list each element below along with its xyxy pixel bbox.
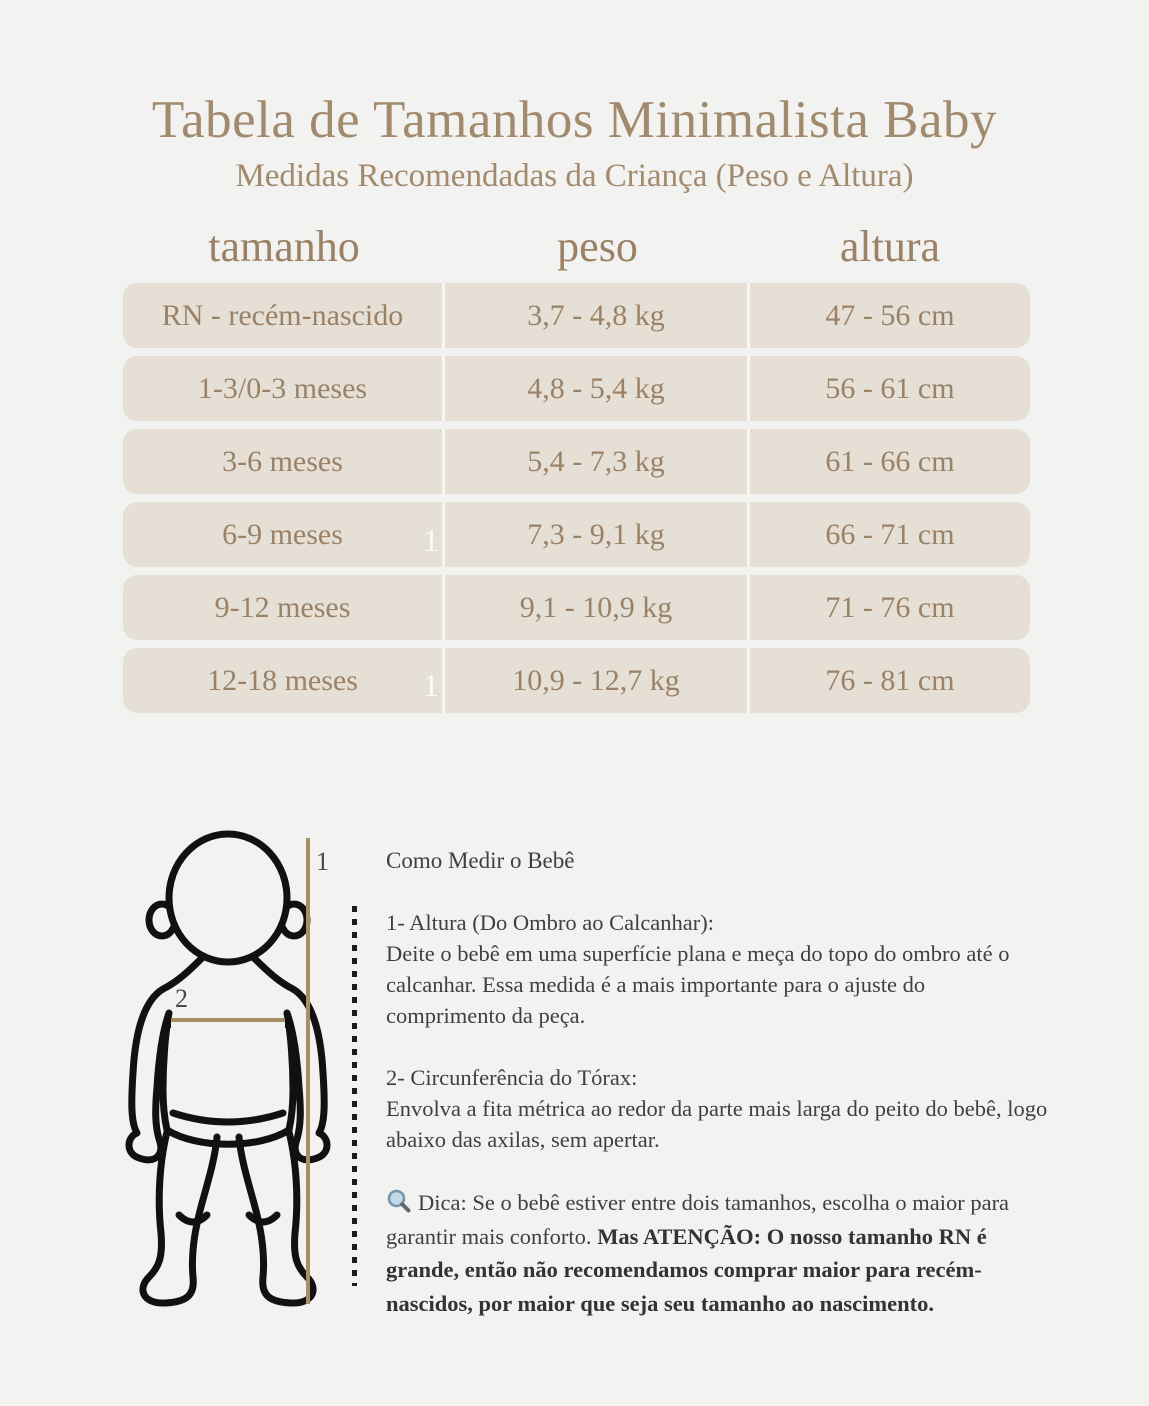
table-row [123, 356, 1030, 421]
column-header-peso: peso [557, 221, 638, 271]
table-row [123, 429, 1030, 494]
row-watermark: 1 [423, 667, 439, 703]
dotted-divider [352, 906, 357, 1286]
weight-cell: 5,4 - 7,3 kg [445, 429, 750, 494]
section-body: Envolva a fita métrica ao redor da parte mais larga do peito do bebê, logo abaixo das axilas, sem apertar. [386, 1096, 1048, 1152]
page-title: Tabela de Tamanhos Minimalista Baby [151, 91, 998, 149]
weight-cell: 10,9 - 12,7 kg [445, 648, 750, 713]
height-cell: 56 - 61 cm [825, 371, 955, 405]
table-row [123, 502, 1030, 567]
height-cell: 76 - 81 cm [825, 663, 955, 697]
weight-cell: 4,8 - 5,4 kg [445, 356, 750, 421]
measuring-guide [386, 845, 1048, 1320]
baby-outline-illustration [105, 815, 350, 1325]
weight-cell: 9,1 - 10,9 kg [445, 575, 750, 640]
guide-section-altura [386, 907, 1048, 1031]
section-title: 1- Altura (Do Ombro ao Calcanhar): [386, 910, 715, 935]
weight-cell: 7,3 - 9,1 kg [445, 502, 750, 567]
baby-knee-right [249, 1215, 277, 1222]
tip-text: Dica: Se o bebê estiver entre dois tamanhos, escolha o maior para garantir mais conforto. [386, 1190, 1010, 1249]
size-cell: 3-6 meses [123, 429, 445, 494]
guide-heading: Como Medir o Bebê [386, 848, 575, 873]
row-watermark: 1 [423, 522, 439, 558]
tip-paragraph [386, 1186, 1048, 1320]
column-header-tamanho: tamanho [208, 221, 360, 271]
measure-label-1: 1 [316, 847, 329, 876]
section-body: Deite o bebê em uma superfície plana e meça do topo do ombro até o calcanhar. Essa medida é a mais importante para o ajuste do comprimento da peça. [386, 941, 1010, 1028]
height-cell: 47 - 56 cm [825, 298, 955, 332]
table-row [123, 283, 1030, 348]
baby-waist-line [173, 1113, 283, 1122]
size-cell: 12-18 meses [123, 648, 445, 713]
magnifier-icon [386, 1188, 412, 1214]
size-cell: 6-9 meses [123, 502, 445, 567]
baby-body-outline [129, 957, 327, 1160]
height-cell: 66 - 71 cm [825, 517, 955, 551]
tip-bold-text: Mas ATENÇÃO: O nosso tamanho RN é grande, então não recomendamos comprar maior para recém-nascidos, por maior que seja seu tamanho ao nascimento. [386, 1223, 987, 1316]
size-table [123, 283, 1030, 721]
page-subtitle: Medidas Recomendadas da Criança (Peso e Altura) [235, 158, 914, 194]
guide-section-torax [386, 1062, 1048, 1155]
size-cell: 9-12 meses [123, 575, 445, 640]
table-header-row [123, 220, 1030, 272]
column-header-altura: altura [839, 221, 941, 271]
baby-head [169, 834, 287, 962]
height-cell: 71 - 76 cm [825, 590, 955, 624]
size-cell: 1-3/0-3 meses [123, 356, 445, 421]
table-row [123, 575, 1030, 640]
section-title: 2- Circunferência do Tórax: [386, 1065, 638, 1090]
height-cell: 61 - 66 cm [825, 444, 955, 478]
baby-knee-left [179, 1215, 207, 1222]
table-row [123, 648, 1030, 713]
measure-label-2: 2 [175, 984, 188, 1013]
size-cell: RN - recém-nascido [123, 283, 445, 348]
weight-cell: 3,7 - 4,8 kg [445, 283, 750, 348]
